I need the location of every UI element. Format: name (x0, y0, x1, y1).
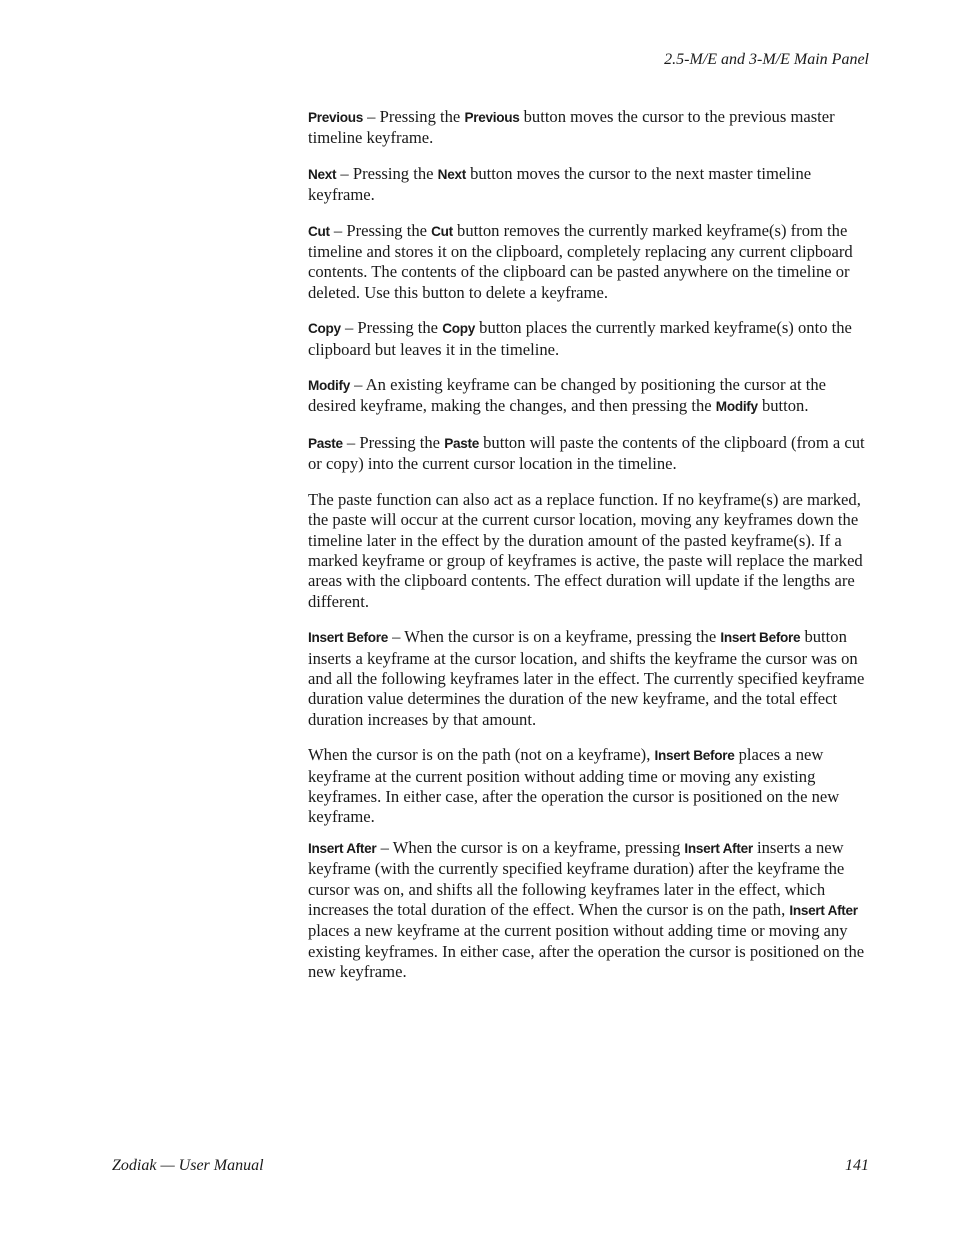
term-paste: Paste (308, 435, 343, 451)
page-body (308, 107, 870, 998)
text: When the cursor is on the path (not on a keyframe), (308, 745, 655, 765)
paragraph-insert-before (308, 627, 870, 730)
paragraph-next (308, 164, 870, 206)
paragraph-copy (308, 318, 870, 360)
running-header: 2.5-M/E and 3-M/E Main Panel (664, 51, 869, 68)
text: button places the currently marked keyframe(s) onto the clipboard but leaves it in the timeline. (308, 318, 852, 359)
term-insert-before: Insert Before (308, 630, 388, 646)
text: – When the cursor is on a keyframe, pressing (376, 837, 685, 857)
paragraph-paste-note: The paste function can also act as a replace function. If no keyframe(s) are marked, the paste will occur at the current cursor location, moving any keyframes down the timeline later in the effect by the duration amount of the pasted keyframe(s). If a marked keyframe or group of keyframes is active, the paste will replace the marked areas with the clipboard contents. The effect duration will update if the lengths are different. (308, 489, 863, 611)
paragraph-previous (308, 107, 870, 149)
text: – Pressing the (336, 163, 438, 183)
term-next: Next (308, 166, 337, 182)
text: places a new keyframe at the current position without adding time or moving any existing keyframes. In either case, after the operation the cursor is positioned on the new keyframe. (308, 745, 840, 827)
term-paste: Paste (444, 435, 479, 451)
term-copy: Copy (308, 321, 341, 337)
text: button moves the cursor to the next master timeline keyframe. (308, 163, 812, 205)
text: – Pressing the (340, 318, 443, 338)
term-cut: Cut (308, 223, 330, 239)
term-modify: Modify (715, 399, 758, 415)
term-insert-after: Insert After (789, 903, 858, 918)
paragraph-modify (308, 375, 870, 418)
term-insert-after: Insert After (308, 840, 377, 856)
term-copy: Copy (442, 321, 475, 337)
term-insert-before: Insert Before (720, 630, 801, 646)
text: – An existing keyframe can be changed by positioning the cursor at the desired keyframe, making the changes, and then pressing the (308, 375, 827, 416)
page-number: 141 (845, 1157, 869, 1174)
term-insert-before: Insert Before (654, 748, 735, 764)
text: button moves the cursor to the previous master timeline keyframe. (308, 107, 835, 148)
paragraph-insert-before-note (308, 745, 870, 828)
text: – Pressing the (342, 432, 445, 452)
footer-manual-title: Zodiak — User Manual (112, 1157, 264, 1174)
text: – When the cursor is on a keyframe, pressing the (387, 627, 721, 647)
text: button will paste the contents of the clipboard (from a cut or copy) into the current cursor location in the timeline. (308, 432, 865, 474)
text: button inserts a keyframe at the cursor location, and shifts the keyframe the cursor was on and all the following keyframes later in the effect. The currently specified keyframe duration value determines the duration of the new keyframe, and the total effect duration increases by that amount. (308, 627, 865, 729)
text: button removes the currently marked keyframe(s) from the timeline and stores it on the clipboard, completely replacing any current clipboard contents. The contents of the clipboard can be pasted anywhere on the timeline or deleted. Use this button to delete a keyframe. (308, 220, 853, 302)
paragraph-paste (308, 433, 870, 475)
term-previous: Previous (464, 110, 520, 125)
text: button. (757, 396, 809, 416)
term-insert-after: Insert After (684, 840, 753, 856)
text: – Pressing the (363, 107, 465, 126)
term-modify: Modify (308, 378, 350, 394)
term-cut: Cut (431, 223, 453, 239)
text: – Pressing the (329, 220, 432, 240)
paragraph-insert-after (308, 838, 870, 983)
text: inserts a new keyframe (with the currently specified keyframe duration) after the keyframe the cursor was on, and shifts all the following keyframes later in the effect, which increases the total duration of the effect. When the cursor is on the path, (308, 837, 845, 919)
paragraph-cut (308, 221, 870, 304)
term-next: Next (437, 166, 466, 182)
text: places a new keyframe at the current position without adding time or moving any existing keyframes. In either case, after the operation the cursor is positioned on the new keyframe. (308, 921, 865, 982)
term-previous: Previous (308, 110, 364, 125)
